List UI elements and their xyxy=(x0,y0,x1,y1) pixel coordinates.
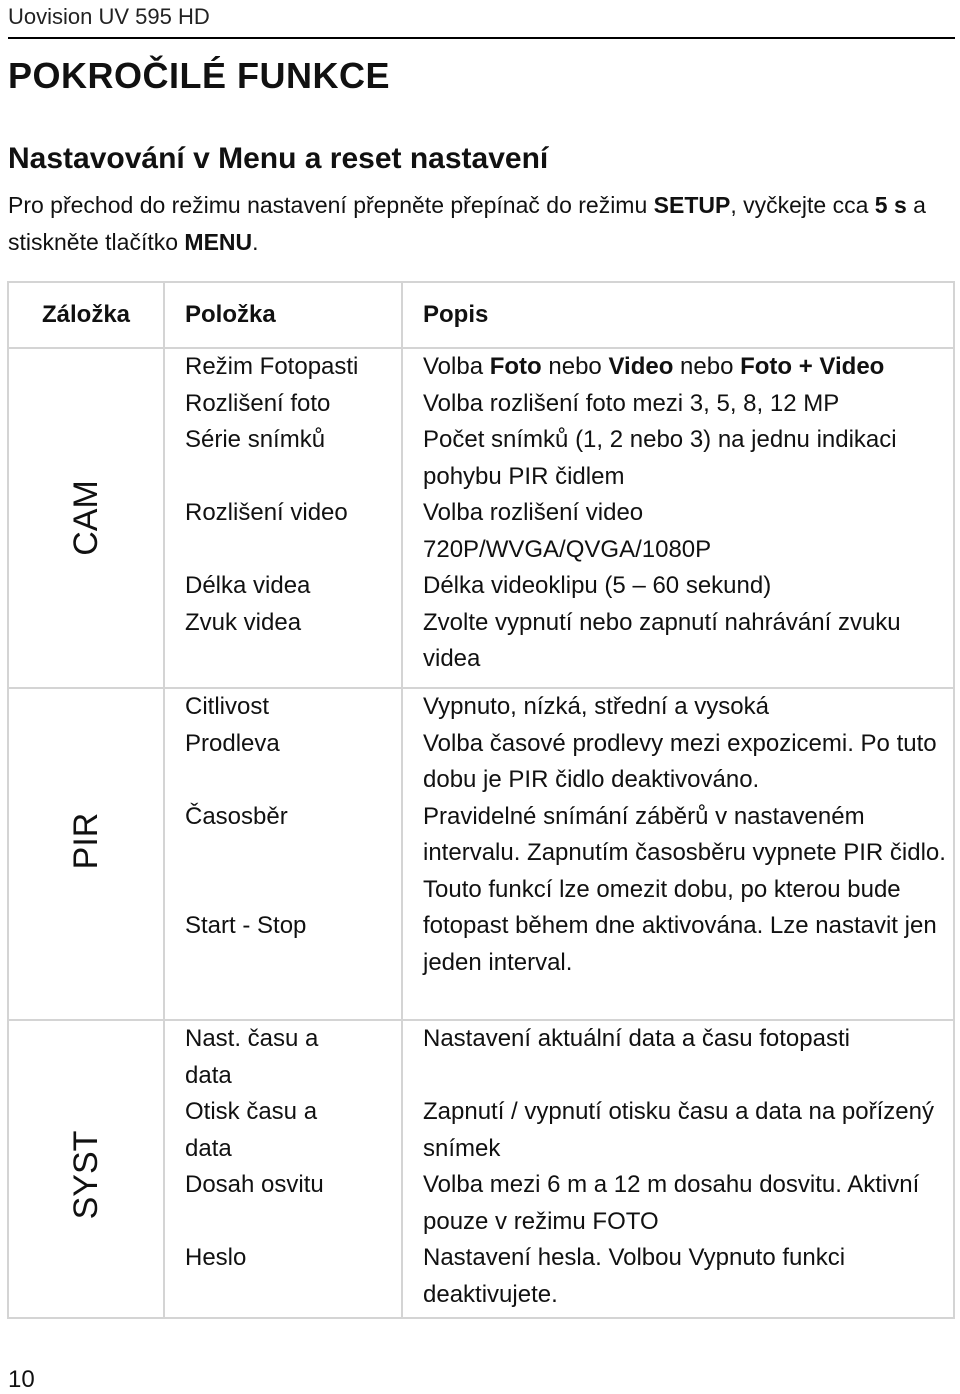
section-title: Nastavování v Menu a reset nastavení xyxy=(8,142,549,175)
header-desc: Popis xyxy=(402,282,954,348)
table-row-item: Citlivost xyxy=(185,693,270,720)
table-row-item: Délka videa xyxy=(185,572,311,599)
syst-items-cell xyxy=(164,1020,402,1318)
pir-desc-cell xyxy=(402,688,954,1020)
table-row-item: Prodleva xyxy=(185,729,280,757)
syst-desc-cell xyxy=(402,1020,954,1318)
chapter-title: POKROČILÉ FUNKCE xyxy=(8,55,391,96)
tab-cell-cam xyxy=(8,348,164,688)
table-row-desc: Volba mezi 6 m a 12 m dosahu dosvitu. Aktivní pouze v režimu FOTO xyxy=(423,1171,920,1235)
table-row-desc: Nastavení aktuální data a času fotopasti xyxy=(423,1025,850,1052)
table-row-desc: Délka videoklipu (5 – 60 sekund) xyxy=(423,572,772,599)
table-row-desc: Volba časové prodlevy mezi expozicemi. Po tuto dobu je PIR čidlo deaktivováno. xyxy=(423,729,937,793)
cam-group-row xyxy=(8,348,954,688)
table-row-desc: Zapnutí / vypnutí otisku času a data na pořízený snímek xyxy=(423,1098,934,1162)
header-tab: Záložka xyxy=(8,282,164,348)
tab-cell-syst xyxy=(8,1020,164,1318)
table-row-desc: Pravidelné snímání záběrů v nastaveném intervalu. Zapnutím časosběru vypnete PIR čidlo. xyxy=(423,802,946,866)
tab-label-syst: SYST xyxy=(66,1130,105,1220)
table-header-row xyxy=(8,282,954,348)
pir-items-cell xyxy=(164,688,402,1020)
page-number: 10 xyxy=(8,1366,35,1393)
running-header: Uovision UV 595 HD xyxy=(8,4,210,29)
table-row-desc: Volba rozlišení video 720P/WVGA/QVGA/1080P xyxy=(423,499,712,563)
intro-bold-menu: MENU xyxy=(184,229,253,255)
tab-label-cam: CAM xyxy=(66,480,105,556)
cam-items-cell xyxy=(164,348,402,688)
table-row-desc: Vypnuto, nízká, střední a vysoká xyxy=(423,693,769,720)
intro-text-2: , vyčkejte cca xyxy=(730,192,875,218)
table-row-item: Rozlišení video xyxy=(185,499,348,526)
table-row-desc: Volba rozlišení foto mezi 3, 5, 8, 12 MP xyxy=(423,389,840,417)
header-item: Položka xyxy=(164,282,402,348)
table-row-item: Zvuk videa xyxy=(185,608,302,636)
cam-desc-cell xyxy=(402,348,954,688)
table-row-item: Dosah osvitu xyxy=(185,1171,324,1198)
intro-bold-delay: 5 s xyxy=(874,192,907,218)
syst-group-row xyxy=(8,1020,954,1318)
table-row-item: Otisk času a data xyxy=(185,1098,318,1162)
table-row-desc: Nastavení hesla. Volbou Vypnuto funkci deaktivujete. xyxy=(423,1244,846,1308)
menu-settings-table xyxy=(7,281,955,1319)
table-row-desc: Počet snímků (1, 2 nebo 3) na jednu indikaci pohybu PIR čidlem xyxy=(423,426,897,490)
table-row-desc: Touto funkcí lze omezit dobu, po kterou bude fotopast během dne aktivována. Lze nastavit jen jeden interval. xyxy=(423,875,937,976)
header-rule xyxy=(8,37,955,39)
intro-text-1: Pro přechod do režimu nastavení přepněte přepínač do režimu xyxy=(8,192,654,218)
table-row-item: Série snímků xyxy=(185,426,326,453)
intro-text-4: . xyxy=(252,229,259,255)
table-row-item: Heslo xyxy=(185,1244,247,1271)
intro-paragraph xyxy=(8,187,953,261)
table-row-item: Časosběr xyxy=(185,802,288,830)
table-row-desc: Zvolte vypnutí nebo zapnutí nahrávání zvuku videa xyxy=(423,608,901,672)
table-row-item: Start - Stop xyxy=(185,912,307,939)
intro-bold-setup: SETUP xyxy=(653,192,731,218)
table-row-desc: Volba Foto nebo Video nebo Foto + Video xyxy=(423,353,885,380)
table-row-item: Rozlišení foto xyxy=(185,389,331,417)
pir-group-row xyxy=(8,688,954,1020)
tab-label-pir: PIR xyxy=(66,812,105,870)
intro-text-3: a stiskněte tlačítko xyxy=(8,192,926,255)
tab-cell-pir xyxy=(8,688,164,1020)
table-row-item: Režim Fotopasti xyxy=(185,353,359,380)
table-row-item: Nast. času a data xyxy=(185,1025,319,1089)
